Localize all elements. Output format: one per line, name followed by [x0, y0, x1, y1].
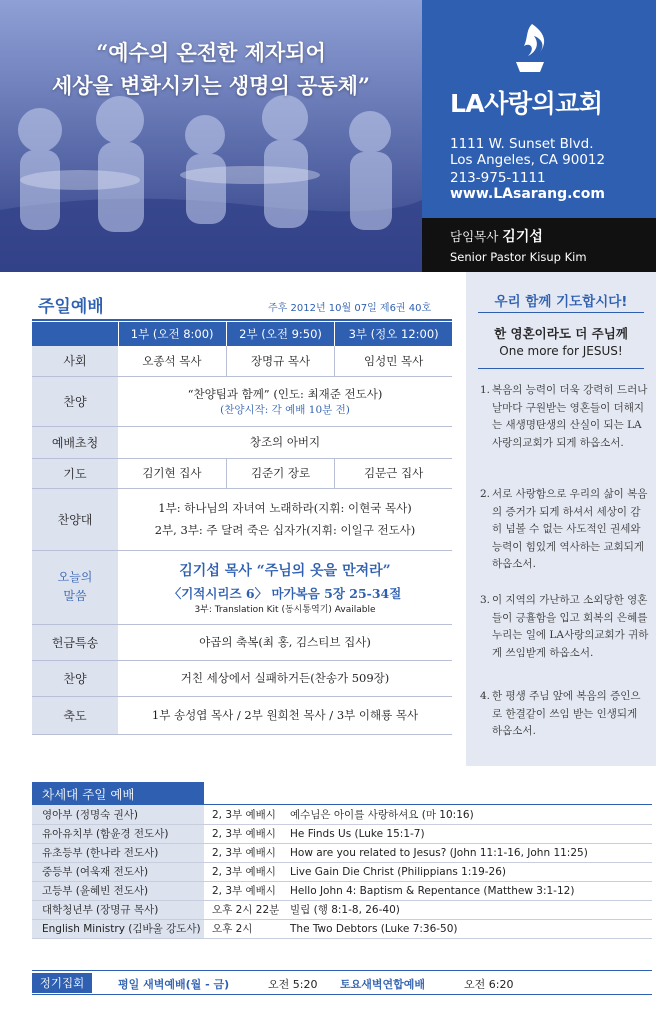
prayer-item-number: 1.: [480, 384, 491, 396]
next-gen-table: [32, 805, 652, 939]
next-gen-title: 차세대 주일 예배: [32, 782, 204, 804]
host-3: 임성민 목사: [335, 346, 452, 376]
praise-leader: “찬양팀과 함께” (인도: 최재준 전도사): [187, 386, 383, 401]
regular-meetings-bar: [32, 973, 652, 993]
service-2-time: 2부 (오전 9:50): [226, 322, 334, 346]
dept-message: Hello John 4: Baptism & Repentance (Matthew 3:1-12): [290, 881, 652, 900]
service-1-time: 1부 (오전 8:00): [118, 322, 226, 346]
dept-message: How are you related to Jesus? (John 11:1-16, John 11:25): [290, 843, 652, 862]
prayer-row: [32, 458, 452, 488]
saturday-dawn-label: 토요새벽연합예배: [340, 978, 426, 991]
hymn-value: 거친 세상에서 실패하거든(찬송가 509장): [118, 660, 452, 696]
service-header-blank: [32, 322, 118, 346]
benediction-label: 축도: [32, 696, 118, 734]
dept-name: 유아유치부 (함윤경 전도사): [32, 824, 204, 843]
dept-time: 오후 2시 22분: [204, 900, 290, 919]
table-row: [32, 862, 652, 881]
hymn-row: [32, 660, 452, 696]
prayer-item-number: 3.: [480, 594, 491, 606]
dept-time: 2, 3부 예배시: [204, 843, 290, 862]
prayer-divider-2: [478, 368, 644, 369]
weekday-dawn-label: 평일 새벽예배(월 - 금): [118, 978, 230, 991]
choir-label: 찬양대: [32, 488, 118, 550]
table-row: [32, 824, 652, 843]
dept-time: 오후 2시: [204, 919, 290, 938]
prayer-item-number: 2.: [480, 488, 491, 500]
sermon-label-2: 말씀: [63, 589, 87, 603]
prayer-item-text: 서로 사랑함으로 우리의 삶이 복음의 증거가 되게 하셔서 세상이 감히 넘볼 수 없는 사도적인 권세와 능력이 힘있게 역사하는 교회되게 하옵소서.: [492, 488, 648, 570]
host-1: 오종석 목사: [118, 346, 226, 376]
bulletin-date: 주후 2012년 10월 07일 제6권 40호: [268, 303, 432, 314]
prayer-item-number: 4.: [480, 690, 491, 702]
worship-order-table: [32, 322, 452, 735]
flame-logo-icon: [510, 22, 550, 78]
hero-photo: [0, 0, 422, 272]
praise-cell: [118, 376, 452, 426]
slogan-line-1: “예수의 온전한 제자되어: [96, 40, 326, 65]
pastor-korean: [450, 226, 543, 246]
sermon-reference: 〈기적시리즈 6〉 마가복음 5장 25-34절: [168, 585, 402, 601]
prayer-item: [480, 688, 650, 741]
table-row: [32, 805, 652, 824]
bottom-divider-2: [32, 994, 652, 995]
dept-time: 2, 3부 예배시: [204, 881, 290, 900]
offering-value: 야곱의 축복(최 홍, 김스티브 집사): [118, 624, 452, 660]
regular-meetings-label: 정기집회: [32, 973, 92, 993]
pastor-name: 김기섭: [502, 229, 543, 245]
dept-name: 영아부 (정명숙 권사): [32, 805, 204, 824]
table-row: [32, 843, 652, 862]
dept-name: 대학청년부 (장명규 목사): [32, 900, 204, 919]
benediction-value: 1부 송성엽 목사 / 2부 원희천 목사 / 3부 이해룡 목사: [118, 696, 452, 734]
prayer-item: [480, 592, 650, 662]
prayer-3: 김문근 집사: [335, 458, 452, 488]
slogan-line-2: 세상을 변화시키는 생명의 공동체”: [51, 73, 370, 98]
dept-message: He Finds Us (Luke 15:1-7): [290, 824, 652, 843]
table-row: [32, 900, 652, 919]
dept-name: English Ministry (김바울 강도사): [32, 919, 204, 938]
prayer-panel: [466, 272, 656, 766]
dept-name: 중등부 (여욱재 전도사): [32, 862, 204, 881]
choir-cell: [118, 488, 452, 550]
table-row: [32, 919, 652, 938]
dept-time: 2, 3부 예배시: [204, 805, 290, 824]
saturday-dawn-time: 오전 6:20: [464, 978, 514, 991]
host-2: 장명규 목사: [226, 346, 334, 376]
pastor-bar: [422, 218, 656, 272]
host-label: 사회: [32, 346, 118, 376]
prayer-label: 기도: [32, 458, 118, 488]
motto-english: One more for JESUS!: [499, 344, 623, 358]
service-3-time: 3부 (정오 12:00): [335, 322, 452, 346]
choir-row: [32, 488, 452, 550]
title-divider: [32, 319, 452, 321]
church-name: LA사랑의교회: [450, 89, 603, 118]
pastor-english: Senior Pastor Kisup Kim: [450, 250, 587, 264]
sermon-label: [32, 550, 118, 624]
sermon-title: 김기섭 목사 “주님의 옷을 만져라”: [179, 562, 391, 579]
motto-korean: 한 영혼이라도 더 주님께: [494, 326, 628, 341]
prayer-2: 김준기 장로: [226, 458, 334, 488]
pastor-title: 담임목사: [450, 229, 499, 244]
prayer-title: 우리 함께 기도합시다!: [494, 294, 628, 310]
bottom-divider: [32, 970, 652, 971]
prayer-item-text: 한 평생 주님 앞에 복음의 증인으로 한결같이 쓰임 받는 인생되게 하옵소서.: [492, 690, 641, 737]
dept-message: The Two Debtors (Luke 7:36-50): [290, 919, 652, 938]
prayer-item: [480, 486, 650, 574]
offering-label: 헌금특송: [32, 624, 118, 660]
dept-name: 유초등부 (한나라 전도사): [32, 843, 204, 862]
hymn-label: 찬양: [32, 660, 118, 696]
call-row: [32, 426, 452, 458]
dept-message: 빌립 (행 8:1-8, 26-40): [290, 900, 652, 919]
praise-label: 찬양: [32, 376, 118, 426]
address-line-1: 1111 W. Sunset Blvd.: [450, 136, 594, 152]
praise-row: [32, 376, 452, 426]
service-times-row: [32, 322, 452, 346]
table-row: [32, 881, 652, 900]
dept-message: 예수님은 아이를 사랑하셔요 (마 10:16): [290, 805, 652, 824]
translation-note: 3부: Translation Kit (동시통역기) Available: [194, 604, 376, 615]
choir-line-2: 2부, 3부: 주 달려 죽은 십자가(지휘: 이일구 전도사): [154, 523, 416, 537]
prayer-divider: [478, 312, 644, 313]
phone-number: 213-975-1111: [450, 170, 546, 186]
website-link[interactable]: www.LAsarang.com: [450, 186, 605, 202]
dept-time: 2, 3부 예배시: [204, 824, 290, 843]
sermon-cell: [118, 550, 452, 624]
offering-row: [32, 624, 452, 660]
prayer-1: 김기현 집사: [118, 458, 226, 488]
church-slogan: [0, 36, 422, 102]
choir-line-1: 1부: 하나님의 자녀여 노래하라(지휘: 이현국 목사): [158, 501, 412, 515]
prayer-item-text: 복음의 능력이 더욱 강력히 드러나 날마다 구원받는 영혼들이 더해지는 새생명탄생의 산실이 되는 LA사랑의교회가 되게 하옵소서.: [492, 384, 648, 449]
worship-title: 주일예배: [38, 297, 104, 317]
dept-name: 고등부 (윤혜빈 전도사): [32, 881, 204, 900]
host-row: [32, 346, 452, 376]
dept-message: Live Gain Die Christ (Philippians 1:19-26): [290, 862, 652, 881]
address-line-2: Los Angeles, CA 90012: [450, 152, 606, 168]
prayer-item: [480, 382, 650, 452]
weekday-dawn-time: 오전 5:20: [268, 978, 318, 991]
prayer-item-text: 이 지역의 가난하고 소외당한 영혼들이 긍휼함을 입고 회복의 은혜를 누리는 일에 LA사랑의교회가 귀하게 쓰임받게 하옵소서.: [492, 594, 649, 659]
church-info-panel: [422, 0, 656, 218]
praise-start-note: (찬양시작: 각 예배 10분 전): [220, 403, 350, 416]
dept-time: 2, 3부 예배시: [204, 862, 290, 881]
benediction-row: [32, 696, 452, 734]
call-label: 예배초청: [32, 426, 118, 458]
sermon-row: [32, 550, 452, 624]
call-value: 창조의 아버지: [118, 426, 452, 458]
sermon-label-1: 오늘의: [57, 570, 93, 584]
